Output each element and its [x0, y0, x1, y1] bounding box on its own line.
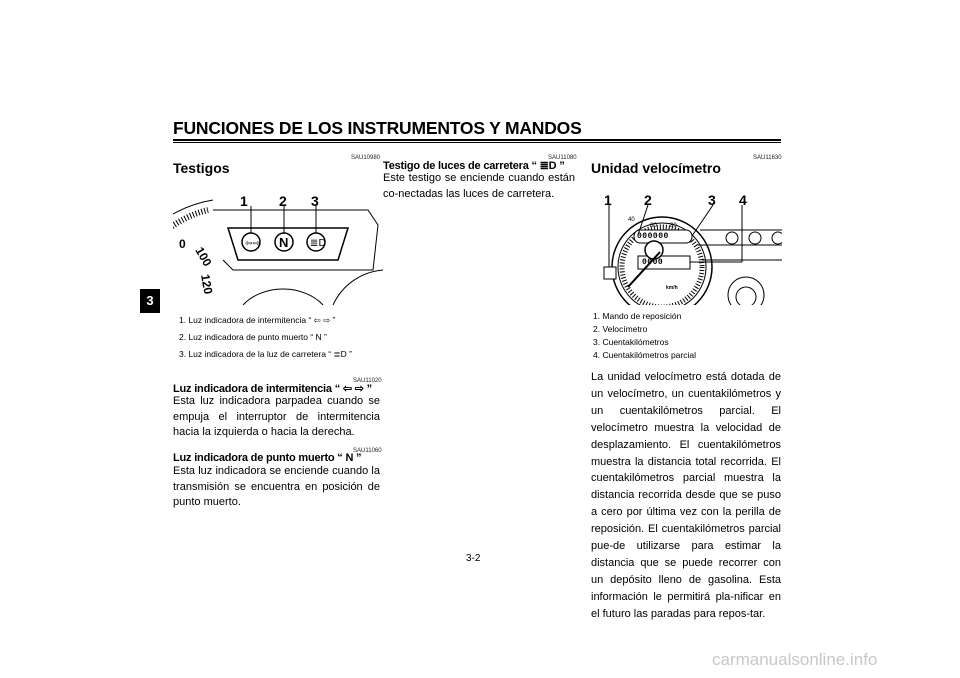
- figure-label-3: 3: [708, 192, 716, 208]
- caption: 3. Luz indicadora de la luz de carretera “ ≣D ”: [179, 349, 352, 359]
- caption: 3. Cuentakilómetros: [593, 337, 669, 347]
- speed-unit: km/h: [666, 285, 678, 291]
- svg-text:⇦⇨: ⇦⇨: [245, 239, 261, 249]
- header-rule-thin: [173, 142, 781, 143]
- figure-label-1: 1: [240, 193, 248, 209]
- svg-text:80: 80: [670, 223, 677, 229]
- subheading-high-beam: Testigo de luces de carretera “ ≣D ”: [383, 160, 565, 172]
- figure-label-3: 3: [311, 193, 319, 209]
- caption: 1. Luz indicadora de intermitencia “ ⇦ ⇨ ”: [179, 315, 336, 325]
- caption: 2. Velocímetro: [593, 324, 648, 334]
- caption: 1. Mando de reposición: [593, 311, 682, 321]
- subheading-turn: Luz indicadora de intermitencia “ ⇦ ⇨ ”: [173, 383, 372, 395]
- paragraph-neutral: Esta luz indicadora se enciende cuando la transmisión se encuentra en posición de punto muerto.: [173, 465, 380, 509]
- paragraph-speedometer: La unidad velocímetro está dotada de un velocímetro, un cuentakilómetros y un cuentakilómetros parcial. El velocímetro muestra la velocidad de desplazamiento. El cuentakilómetros muestra la distancia total recorrida. El cuentakilómetros parcial muestra la distancia recorrida desde que se puso a cero por última vez con la perilla de reposición. El cuentakilómetros parcial pue-de utilizarse para estimar la distancia que se puede recorrer con un depósito lleno de gasolina. Esta información le permitirá pla-nificar en el futuro las paradas para repos-tar.: [591, 371, 781, 620]
- section-title: Unidad velocímetro: [591, 160, 721, 176]
- caption: 4. Cuentakilómetros parcial: [593, 350, 696, 360]
- figure-label-4: 4: [739, 192, 747, 208]
- chapter-tab: 3: [140, 289, 160, 313]
- svg-text:60: 60: [650, 223, 657, 229]
- ref-code: SAU10980: [351, 155, 381, 161]
- header-rule: [173, 139, 781, 141]
- ref-code: SAU11630: [753, 155, 782, 161]
- section-title: Testigos: [173, 160, 230, 176]
- caption: 2. Luz indicadora de punto muerto “ N ”: [179, 332, 327, 342]
- subheading-neutral: Luz indicadora de punto muerto “ N ”: [173, 452, 362, 464]
- ref-code: SAU11020: [353, 378, 382, 384]
- figure-captions: [593, 310, 696, 362]
- figure-label-2: 2: [644, 192, 652, 208]
- paragraph-turn: Esta luz indicadora parpadea cuando se empuja el interruptor de intermitencia hacia la izquierda o hacia la derecha.: [173, 395, 380, 439]
- figure-label-1: 1: [604, 192, 612, 208]
- tripmeter-readout: 0000: [642, 258, 664, 267]
- figure-label-2: 2: [279, 193, 287, 209]
- svg-text:0: 0: [179, 237, 186, 251]
- paragraph-high-beam: Este testigo se enciende cuando están co-nectadas las luces de carretera.: [383, 172, 575, 200]
- svg-text:100: 100: [192, 244, 215, 269]
- svg-text:≣D: ≣D: [310, 238, 327, 249]
- ref-code: SAU11080: [548, 155, 577, 161]
- watermark: carmanualsonline.info: [712, 650, 878, 669]
- svg-text:N: N: [279, 235, 289, 250]
- svg-text:40: 40: [628, 217, 635, 223]
- page-number: 3-2: [466, 553, 481, 564]
- figure-captions: [179, 312, 352, 363]
- indicator-panel-figure: [173, 190, 383, 305]
- svg-text:120: 120: [198, 273, 216, 296]
- odometer-readout: 000000: [637, 232, 669, 241]
- ref-code: SAU11060: [353, 448, 382, 454]
- speedometer-figure: [598, 205, 782, 305]
- page-header: FUNCIONES DE LOS INSTRUMENTOS Y MANDOS: [173, 118, 582, 138]
